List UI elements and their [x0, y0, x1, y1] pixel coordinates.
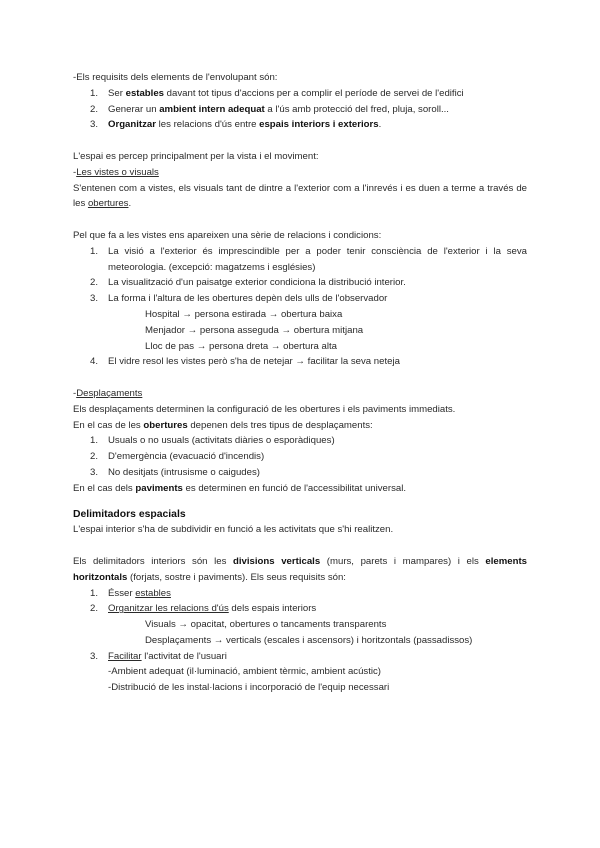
list-text: El vidre resol les vistes però s'ha de netejar → facilitar la seva neteja	[108, 356, 400, 368]
list-bold: estables	[125, 87, 165, 99]
desplacaments-list	[73, 433, 527, 480]
sub-line: -Distribució de les instal·lacions i incorporació de l'equip necessari	[108, 682, 390, 694]
delimitadors-list	[73, 586, 527, 618]
list-text: davant tot tipus d'accions per a complir el període de servei de l'edifici	[164, 87, 464, 99]
list-number: 1.	[90, 587, 99, 599]
list-number: 2.	[90, 603, 99, 615]
bold-term: elements horitzontals	[73, 555, 528, 583]
list-number: 1.	[90, 87, 99, 99]
list-text: La visualització d'un paisatge exterior condiciona la distribució interior.	[108, 277, 406, 289]
paragraph-text: .	[128, 198, 132, 210]
list-item	[73, 649, 527, 665]
list-item	[73, 449, 527, 465]
list-number: 1.	[90, 435, 99, 447]
paragraph-text: es determinen en funció de l'accessibilitat universal.	[182, 482, 407, 494]
list-text: .	[378, 119, 382, 131]
list-text: No desitjats (intrusisme o caigudes)	[108, 466, 260, 478]
list-item	[73, 275, 527, 291]
list-number: 2.	[90, 103, 99, 115]
underlined-term: Facilitar	[108, 650, 142, 662]
list-text: dels espais interiors	[228, 603, 317, 615]
list-number: 3.	[90, 650, 99, 662]
list-text: La visió a l'exterior és imprescindible per a poder tenir consciència de l'exterior i la seva meteorologia. (excepció: magatzems i esglésies)	[108, 245, 527, 273]
list-item	[73, 244, 527, 276]
sub-line: Visuals → opacitat, obertures o tancaments transparents	[145, 619, 387, 631]
list-text: Usuals o no usuals (activitats diàries o esporàdiques)	[108, 435, 335, 447]
sub-line: -Ambient adequat (il·luminació, ambient tèrmic, ambient acústic)	[108, 666, 382, 678]
vistes-conditions-intro: Pel que fa a les vistes ens apareixen una sèrie de relacions i condicions:	[73, 229, 382, 241]
vistes-conditions-list	[73, 244, 527, 307]
paragraph-text: depenen dels tres tipus de desplaçaments:	[187, 419, 373, 431]
list-item	[73, 433, 527, 449]
paragraph-text: En el cas de les	[73, 419, 144, 431]
list-bold: ambient intern adequat	[159, 103, 265, 115]
vistes-conditions-list-cont	[73, 354, 527, 370]
envolupant-list	[73, 86, 527, 133]
vistes-title-text: Les vistes o visuals	[76, 166, 159, 178]
list-number: 2.	[90, 451, 99, 463]
sub-line: Hospital → persona estirada → obertura baixa	[145, 308, 343, 320]
title-prefix: -	[73, 387, 77, 399]
title-prefix: -	[73, 166, 77, 178]
list-item	[73, 354, 527, 370]
desplacaments-line	[73, 481, 527, 497]
paragraph-text: (forjats, sostre i paviments). Els seus requisits són:	[127, 571, 346, 583]
bold-term: obertures	[143, 419, 188, 431]
list-text: Generar un	[108, 103, 160, 115]
section-heading: Delimitadors espacials	[73, 508, 186, 520]
underlined-term: estables	[135, 587, 171, 599]
list-item	[73, 586, 527, 602]
list-item	[73, 291, 527, 307]
paragraph-text: Els delimitadors interiors són les	[73, 555, 234, 567]
percepcio-intro: L'espai es percep principalment per la vista i el moviment:	[73, 150, 319, 162]
sub-line: Menjador → persona asseguda → obertura mitjana	[145, 324, 364, 336]
desplacaments-title	[73, 386, 527, 402]
delimitadors-paragraph	[73, 554, 527, 586]
desplacaments-line: Els desplaçaments determinen la configuració de les obertures i els paviments immediats.	[73, 403, 456, 415]
paragraph-text: (murs, parets i mampares) i els	[320, 555, 486, 567]
envolupant-intro: -Els requisits dels elements de l'envolupant són:	[73, 72, 278, 83]
list-number: 3.	[90, 119, 99, 131]
bold-term: paviments	[135, 482, 183, 494]
list-number: 1.	[90, 245, 99, 257]
list-text: Ésser	[108, 587, 136, 599]
list-bold: Organitzar	[108, 119, 156, 131]
paragraph-text: S'entenen com a vistes, els visuals tant de dintre a l'exterior com a l'inrevés i es duen a terme a través de les	[73, 182, 527, 210]
list-text: les relacions d'ús entre	[155, 119, 260, 131]
underlined-term: obertures	[87, 198, 129, 210]
list-number: 3.	[90, 466, 99, 478]
sub-line: Desplaçaments → verticals (escales i ascensors) i horitzontals (passadissos)	[145, 634, 473, 646]
vistes-title	[73, 165, 527, 181]
list-number: 2.	[90, 277, 99, 289]
list-item	[73, 86, 527, 102]
desplacaments-title-text: Desplaçaments	[76, 387, 143, 399]
list-item	[73, 465, 527, 481]
underlined-term: Organitzar les relacions d'ús	[108, 603, 229, 615]
list-bold: espais interiors i exteriors	[259, 119, 379, 131]
list-item	[73, 102, 527, 118]
list-text: a l'ús amb protecció del fred, pluja, soroll...	[264, 103, 449, 115]
paragraph-text: En el cas dels	[73, 482, 136, 494]
list-number: 3.	[90, 293, 99, 305]
list-item	[73, 117, 527, 133]
delimitadors-intro: L'espai interior s'ha de subdividir en funció a les activitats que s'hi realitzen.	[73, 524, 394, 536]
list-text: l'activitat de l'usuari	[141, 650, 227, 662]
bold-term: divisions verticals	[233, 555, 321, 567]
desplacaments-line	[73, 418, 527, 434]
document-page	[73, 70, 527, 696]
list-text: Ser	[108, 87, 126, 99]
list-text: D'emergència (evacuació d'incendis)	[108, 451, 265, 463]
list-number: 4.	[90, 356, 99, 368]
vistes-paragraph	[73, 181, 527, 213]
delimitadors-list-cont	[73, 649, 527, 665]
list-item	[73, 601, 527, 617]
sub-line: Lloc de pas → persona dreta → obertura alta	[145, 340, 337, 352]
list-text: La forma i l'altura de les obertures depèn dels ulls de l'observador	[108, 293, 388, 305]
